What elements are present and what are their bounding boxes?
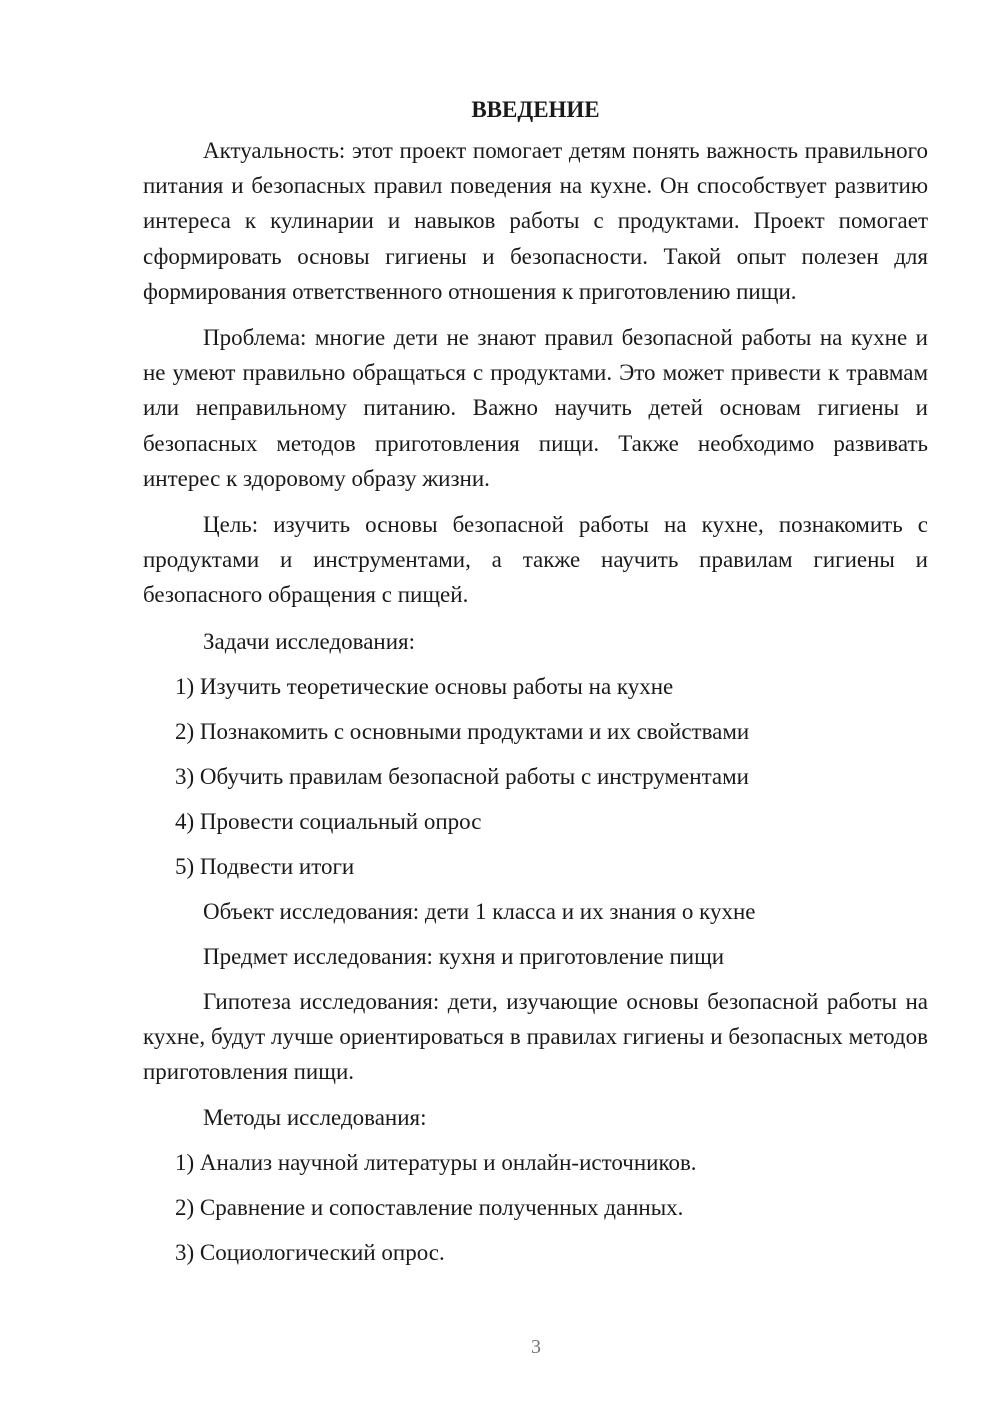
methods-list xyxy=(143,1145,928,1270)
subject-line: Предмет исследования: кухня и приготовление пищи xyxy=(203,943,725,969)
section-title: ВВЕДЕНИЕ xyxy=(471,97,600,122)
page-number: 3 xyxy=(531,1336,541,1358)
tasks-list xyxy=(143,669,928,884)
list-item: 3) Обучить правилам безопасной работы с инструментами xyxy=(175,763,749,789)
list-item: 4) Провести социальный опрос xyxy=(175,808,482,834)
list-item: 2) Сравнение и сопоставление полученных данных. xyxy=(175,1195,684,1221)
list-item: 1) Анализ научной литературы и онлайн-источников. xyxy=(175,1150,697,1176)
methods-heading: Методы исследования: xyxy=(203,1105,427,1131)
list-item: 5) Подвести итоги xyxy=(175,853,355,879)
list-item: 2) Познакомить с основными продуктами и их свойствами xyxy=(175,718,750,744)
relevance-paragraph: Актуальность: этот проект помогает детям понять важность правильного питания и безопасных правил поведения на кухне. Он способствует развитию интереса к кулинарии и навыков работы с продуктами. Проект помогает сформировать основы гигиены и безопасности. Такой опыт полезен для формирования ответственного отношения к приготовлению пищи. xyxy=(143,138,928,304)
object-line: Объект исследования: дети 1 класса и их знания о кухне xyxy=(203,898,756,924)
goal-paragraph: Цель: изучить основы безопасной работы на кухне, познакомить с продуктами и инструментами, а также научить правилам гигиены и безопасного обращения с пищей. xyxy=(143,512,928,608)
list-item: 3) Социологический опрос. xyxy=(175,1240,445,1266)
hypothesis-paragraph: Гипотеза исследования: дети, изучающие основы безопасной работы на кухне, будут лучше ориентироваться в правилах гигиены и безопасных методов приготовления пищи. xyxy=(143,988,928,1085)
problem-paragraph: Проблема: многие дети не знают правил безопасной работы на кухне и не умеют правильно обращаться с продуктами. Это может привести к травмам или неправильному питанию. Важно научить детей основам гигиены и безопасных методов приготовления пищи. Также необходимо развивать интерес к здоровому образу жизни. xyxy=(143,325,928,491)
document-page xyxy=(143,92,928,1280)
tasks-heading: Задачи исследования: xyxy=(203,628,416,654)
list-item: 1) Изучить теоретические основы работы на кухне xyxy=(175,673,674,699)
